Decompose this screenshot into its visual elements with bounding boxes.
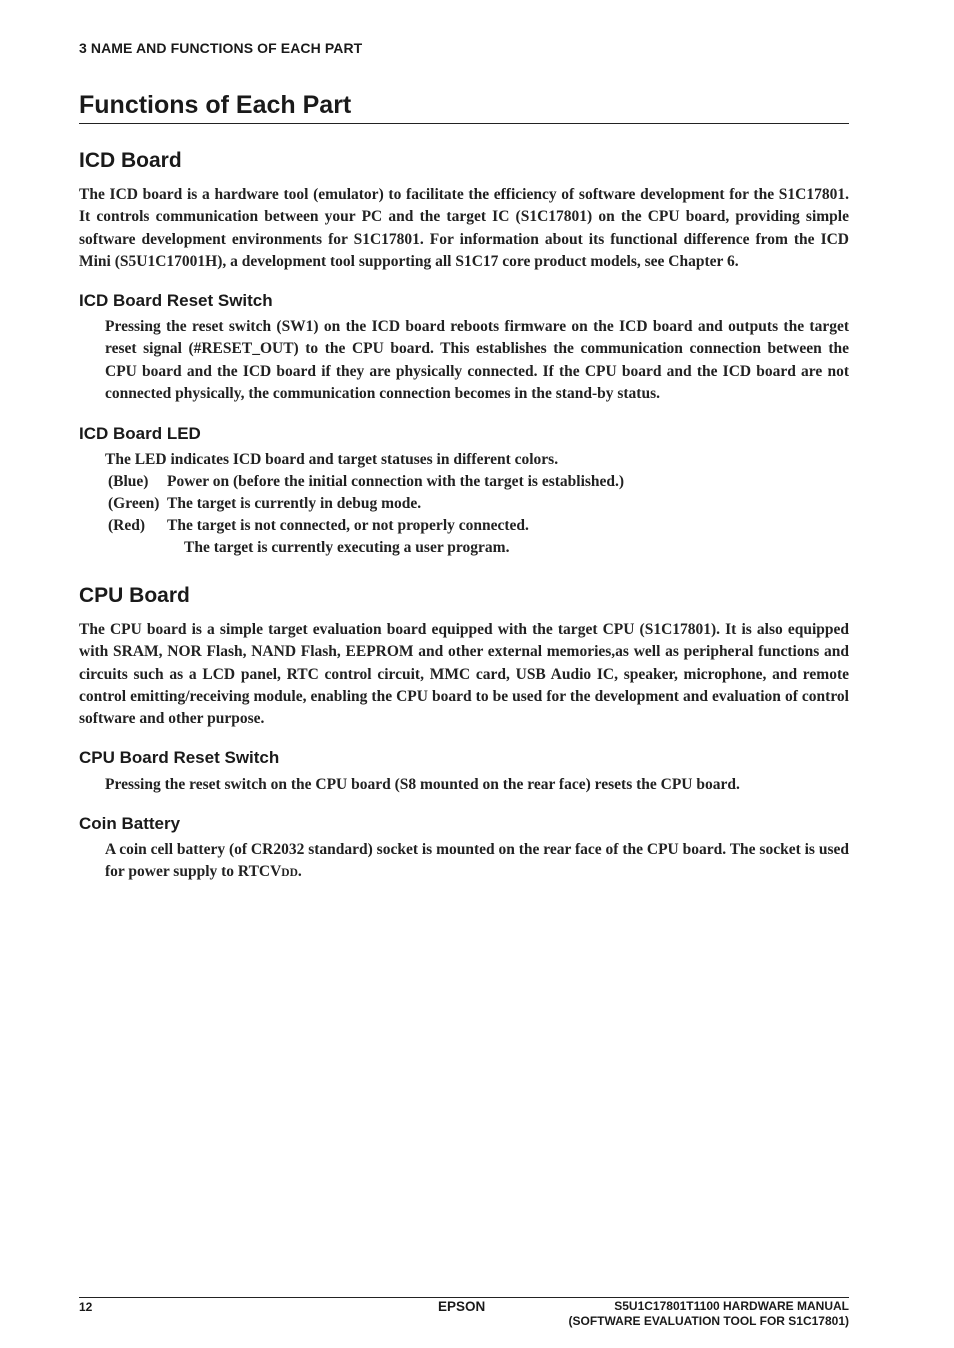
subsection-heading-icd-led: ICD Board LED	[79, 424, 201, 443]
page-title: Functions of Each Part	[79, 91, 849, 124]
icd-board-paragraph: The ICD board is a hardware tool (emulator) to facilitate the efficiency of software development for the S1C17801. It controls communication between your PC and the target IC (S1C17801) on the CPU board, providing simple software development environments for S1C17801. For information about its functional difference from the ICD Mini (S5U1C17001H), a development tool supporting all S1C17 core product models, see Chapter 6.	[79, 186, 849, 270]
cpu-reset-switch-paragraph: Pressing the reset switch on the CPU board (S8 mounted on the rear face) resets the CPU board.	[105, 776, 740, 793]
led-intro: The LED indicates ICD board and target statuses in different colors.	[105, 451, 559, 468]
subsection-heading-icd-reset-switch: ICD Board Reset Switch	[79, 291, 273, 310]
coin-battery-text: A coin cell battery (of CR2032 standard) socket is mounted on the rear face of the CPU board. The socket is used for power supply to RTCV	[105, 841, 849, 881]
running-head: 3 NAME AND FUNCTIONS OF EACH PART	[79, 40, 363, 56]
led-color-label: (Red)	[108, 517, 146, 534]
led-description: The target is currently in debug mode.	[167, 495, 422, 512]
subsection-heading-coin-battery: Coin Battery	[79, 814, 181, 833]
rtcvdd-subscript: DD	[281, 867, 298, 880]
subsection-heading-cpu-reset-switch: CPU Board Reset Switch	[79, 748, 280, 767]
cpu-board-paragraph: The CPU board is a simple target evaluation board equipped with the target CPU (S1C17801). It is also equipped with SRAM, NOR Flash, NAND Flash, EEPROM and other external memories,as well as peripheral functions and circuits such as a LCD panel, RTC control circuit, MMC card, USB Audio IC, speaker, microphone, and remote control emitting/receiving module, enabling the CPU board to be used for the development and evaluation of control software and other purpose.	[79, 621, 849, 728]
coin-battery-paragraph	[105, 839, 849, 885]
led-item-red	[108, 515, 529, 537]
section-heading-cpu-board: CPU Board	[79, 584, 190, 607]
footer-manual-title	[569, 1299, 849, 1329]
footer-divider	[79, 1297, 849, 1298]
icd-reset-switch-paragraph: Pressing the reset switch (SW1) on the ICD board reboots firmware on the ICD board and outputs the target reset signal (#RESET_OUT) to the CPU board. This establishes the communication connection between the CPU board and the ICD board if they are physically connected. If the CPU board and the ICD board are not connected physically, the communication connection becomes in the stand-by status.	[105, 318, 849, 402]
coin-battery-text-end: .	[297, 863, 302, 881]
page-number: 12	[79, 1300, 93, 1314]
footer-brand: EPSON	[438, 1299, 486, 1314]
led-item-blue	[108, 471, 624, 493]
led-color-label: (Blue)	[108, 473, 149, 490]
manual-title-line2: (SOFTWARE EVALUATION TOOL FOR S1C17801)	[568, 1314, 849, 1328]
led-description: Power on (before the initial connection with the target is established.)	[167, 473, 625, 490]
led-color-label: (Green)	[108, 495, 160, 512]
led-item-red-continued: The target is currently executing a user program.	[184, 539, 510, 556]
manual-title-line1: S5U1C17801T1100 HARDWARE MANUAL	[614, 1299, 849, 1313]
led-item-green	[108, 493, 421, 515]
led-description: The target is not connected, or not properly connected.	[167, 517, 529, 534]
section-heading-icd-board: ICD Board	[79, 149, 182, 172]
